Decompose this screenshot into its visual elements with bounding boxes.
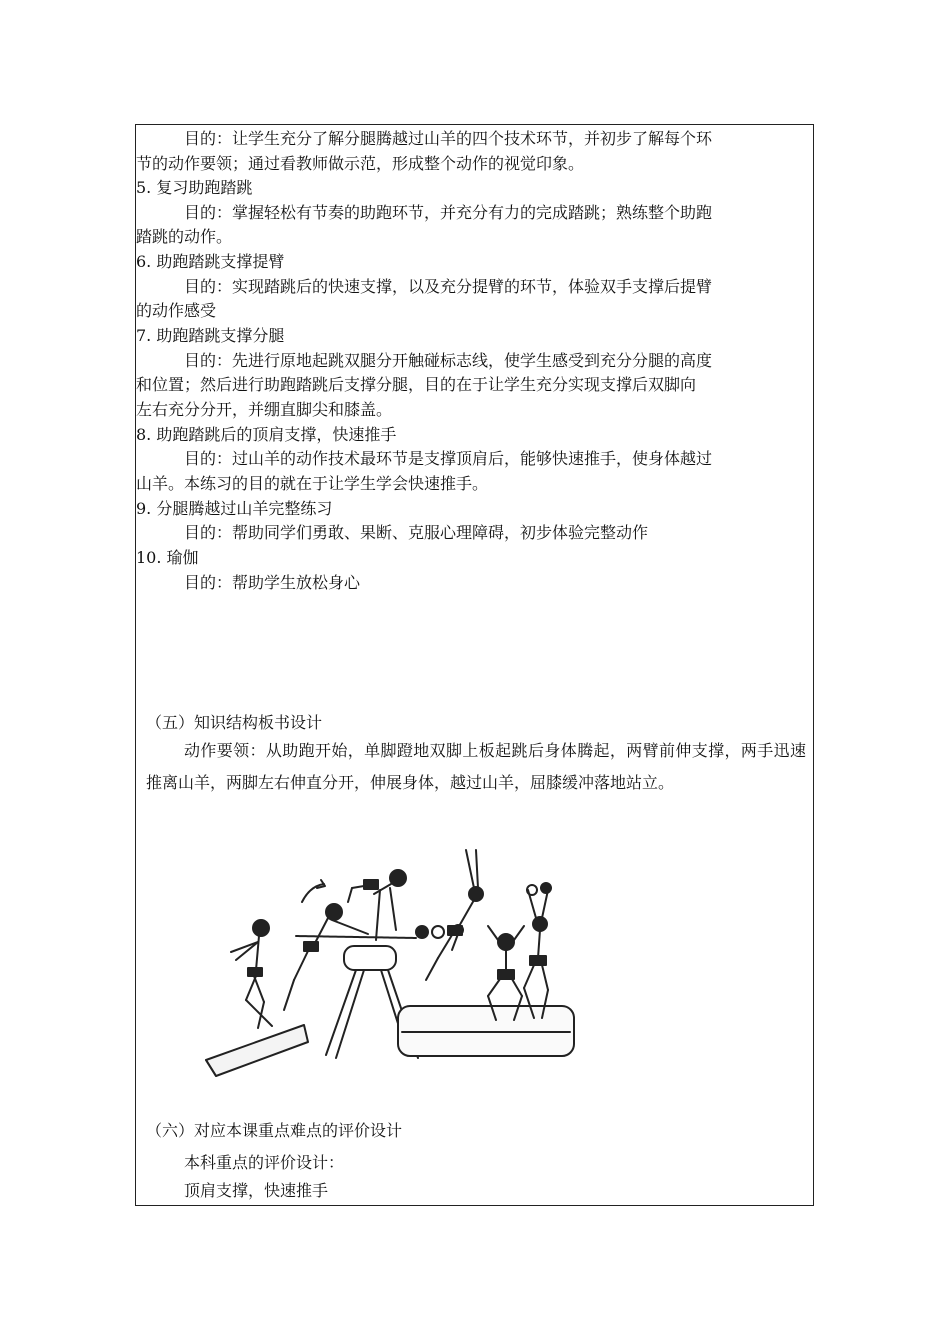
text-line: 山羊。本练习的目的就在于让学生学会快速推手。 xyxy=(136,474,489,493)
vault-sequence-illustration xyxy=(176,830,616,1100)
item-heading: 8. 助跑踏跳后的顶肩支撑，快速推手 xyxy=(136,425,397,444)
section-paragraph: 动作要领：从助跑开始，单脚蹬地双脚上板起跳后身体腾起，两臂前伸支撑，两手迅速推离山羊，两脚左右伸直分开，伸展身体，越过山羊，屈膝缓冲落地站立。 xyxy=(146,741,806,792)
text-line: 和位置；然后进行助跑踏跳后支撑分腿，目的在于让学生充分实现支撑后双脚向 xyxy=(136,375,697,394)
text-line: 目的：帮助学生放松身心 xyxy=(184,573,361,592)
text-line: 目的：实现踏跳后的快速支撑，以及充分提臂的环节，体验双手支撑后提臂 xyxy=(184,277,713,296)
text-line: 顶肩支撑，快速推手 xyxy=(184,1181,329,1200)
text-line: 的动作感受 xyxy=(136,301,217,320)
section-heading: （五）知识结构板书设计 xyxy=(146,713,323,732)
section-heading: （六）对应本课重点难点的评价设计 xyxy=(146,1121,403,1140)
item-heading: 6. 助跑踏跳支撑提臂 xyxy=(136,252,285,271)
item-heading: 10. 瑜伽 xyxy=(136,548,199,567)
text-line: 目的：掌握轻松有节奏的助跑环节，并充分有力的完成踏跳；熟练整个助跑 xyxy=(184,203,713,222)
text-line: 本科重点的评价设计： xyxy=(184,1153,345,1172)
item-heading: 9. 分腿腾越过山羊完整练习 xyxy=(136,499,333,518)
content-table-cell xyxy=(135,124,814,1206)
text-line: 左右充分分开，并绷直脚尖和膝盖。 xyxy=(136,400,393,419)
text-line: 目的：帮助同学们勇敢、果断、克服心理障碍，初步体验完整动作 xyxy=(184,523,649,542)
text-line: 目的：先进行原地起跳双腿分开触碰标志线，使学生感受到充分分腿的高度 xyxy=(184,351,713,370)
item-heading: 7. 助跑踏跳支撑分腿 xyxy=(136,326,285,345)
text-line: 目的：过山羊的动作技术最环节是支撑顶肩后，能够快速推手，使身体越过 xyxy=(184,449,713,468)
text-line: 节的动作要领；通过看教师做示范，形成整个动作的视觉印象。 xyxy=(136,154,585,173)
text-line: 目的：让学生充分了解分腿腾越过山羊的四个技术环节，并初步了解每个环 xyxy=(184,129,713,148)
text-line: 踏跳的动作。 xyxy=(136,227,233,246)
item-heading: 5. 复习助跑踏跳 xyxy=(136,178,253,197)
